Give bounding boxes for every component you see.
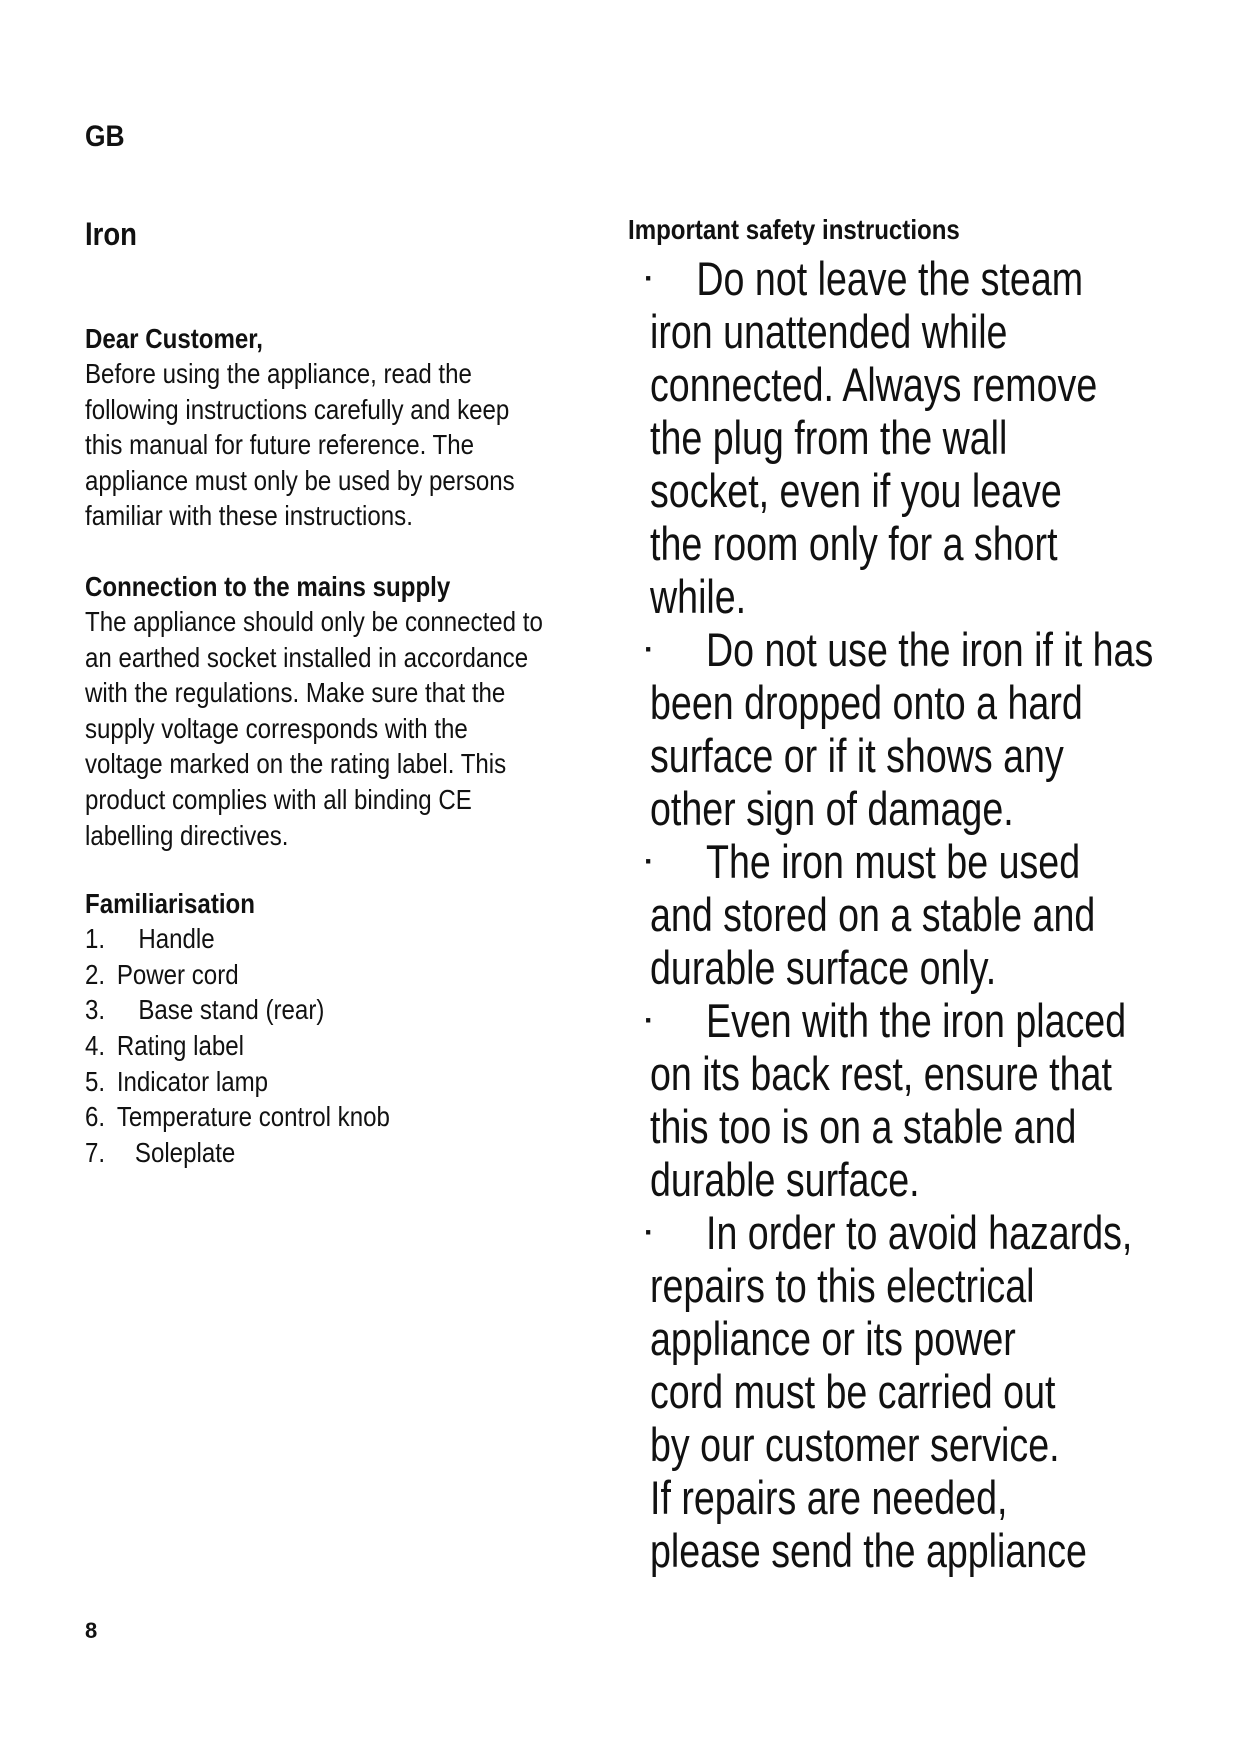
item-label: Handle — [138, 923, 215, 955]
safety-item — [644, 252, 1220, 623]
item-number: 7. — [85, 1136, 106, 1168]
bullet-icon: · — [644, 262, 654, 295]
list-item — [85, 1135, 567, 1171]
mains-supply-heading: Connection to the mains supply — [85, 570, 451, 602]
text-line: with the regulations. Make sure that the — [85, 677, 506, 709]
familiarisation-heading: Familiarisation — [85, 888, 255, 920]
dear-customer-section — [85, 322, 645, 534]
item-number: 4. — [85, 1029, 106, 1061]
text-line: appliance or its power — [650, 1312, 1016, 1365]
text-line: on its back rest, ensure that — [650, 1047, 1112, 1100]
item-label: Temperature control knob — [116, 1101, 390, 1133]
bullet-icon: · — [644, 1216, 654, 1249]
text-line: by our customer service. — [650, 1418, 1060, 1471]
text-line: If repairs are needed, — [650, 1471, 1008, 1524]
item-number: 1. — [85, 923, 106, 955]
item-label: Indicator lamp — [116, 1065, 269, 1097]
text-line: surface or if it shows any — [650, 729, 1064, 782]
safety-item — [644, 623, 1220, 835]
text-line: familiar with these instructions. — [85, 500, 413, 532]
safety-list — [644, 252, 1220, 1577]
text-line: appliance must only be used by persons — [85, 464, 515, 496]
text-line: an earthed socket installed in accordance — [85, 641, 529, 673]
text-line: other sign of damage. — [650, 782, 1014, 835]
mains-supply-text — [85, 604, 567, 853]
text-line: while. — [650, 570, 747, 623]
list-item — [85, 992, 567, 1028]
list-item — [85, 1028, 567, 1064]
text-line: labelling directives. — [85, 819, 289, 851]
text-line: the plug from the wall — [650, 411, 1008, 464]
list-item — [85, 1064, 567, 1100]
familiarisation-section — [85, 887, 645, 1170]
item-label: Soleplate — [134, 1136, 236, 1168]
bullet-icon: · — [644, 633, 654, 666]
language-code: GB — [85, 120, 125, 153]
text-line: product complies with all binding CE — [85, 783, 472, 815]
text-line: please send the appliance — [650, 1524, 1087, 1577]
item-number: 2. — [85, 958, 106, 990]
text-line: the room only for a short — [650, 517, 1058, 570]
text-line: Before using the appliance, read the — [85, 358, 472, 389]
bullet-icon: · — [644, 845, 654, 878]
item-number: 6. — [85, 1101, 106, 1133]
left-column — [85, 322, 645, 1170]
mains-supply-section — [85, 570, 645, 853]
safety-item — [644, 1206, 1220, 1577]
parts-list — [85, 921, 567, 1170]
page-title: Iron — [85, 216, 137, 252]
text-line: durable surface. — [650, 1153, 920, 1206]
text-line: cord must be carried out — [650, 1365, 1056, 1418]
text-line: this too is on a stable and — [650, 1100, 1077, 1153]
item-label: Base stand (rear) — [138, 994, 325, 1026]
item-number: 3. — [85, 994, 106, 1026]
text-line: Even with the iron placed — [706, 994, 1127, 1047]
text-line: In order to avoid hazards, — [706, 1206, 1133, 1259]
safety-heading: Important safety instructions — [628, 214, 960, 245]
text-line: The appliance should only be connected to — [85, 605, 543, 637]
text-line: supply voltage corresponds with the — [85, 712, 468, 744]
dear-customer-heading: Dear Customer, — [85, 323, 263, 354]
text-line: Do not use the iron if it has — [706, 623, 1154, 676]
bullet-icon: · — [644, 1004, 654, 1037]
item-label: Rating label — [116, 1029, 244, 1061]
item-number: 5. — [85, 1065, 106, 1097]
text-line: iron unattended while — [650, 305, 1008, 358]
text-line: been dropped onto a hard — [650, 676, 1083, 729]
text-line: following instructions carefully and keep — [85, 393, 510, 425]
list-item — [85, 1099, 567, 1135]
text-line: Do not leave the steam — [696, 252, 1084, 305]
text-line: socket, even if you leave — [650, 464, 1062, 517]
text-line: voltage marked on the rating label. This — [85, 748, 507, 780]
item-label: Power cord — [116, 958, 239, 990]
text-line: repairs to this electrical — [650, 1259, 1035, 1312]
text-line: The iron must be used — [706, 835, 1081, 888]
text-line: durable surface only. — [650, 941, 997, 994]
text-line: connected. Always remove — [650, 358, 1098, 411]
page-number: 8 — [85, 1618, 98, 1643]
list-item — [85, 921, 567, 957]
right-column — [644, 252, 1220, 1577]
safety-item — [644, 835, 1220, 994]
dear-customer-text — [85, 356, 567, 534]
safety-item — [644, 994, 1220, 1206]
text-line: this manual for future reference. The — [85, 429, 475, 461]
text-line: and stored on a stable and — [650, 888, 1096, 941]
list-item — [85, 957, 567, 993]
